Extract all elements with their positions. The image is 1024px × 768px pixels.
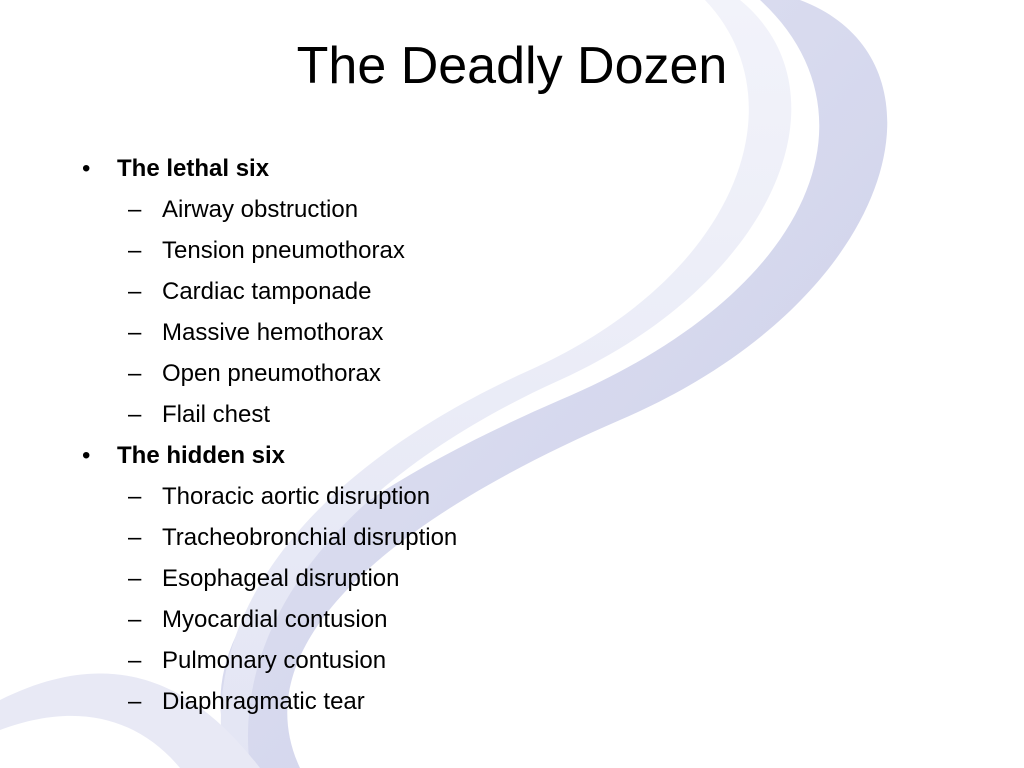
dash-marker: –: [128, 237, 142, 264]
dash-marker: –: [128, 319, 142, 346]
group-heading-text: The hidden six: [117, 442, 286, 469]
slide-title: The Deadly Dozen: [296, 37, 728, 95]
dash-marker: –: [128, 524, 142, 551]
list-item-text: Thoracic aortic disruption: [162, 483, 431, 510]
list-item-text: Diaphragmatic tear: [162, 688, 365, 715]
dash-marker: –: [128, 360, 142, 387]
dash-marker: –: [128, 196, 142, 223]
group-heading-text: The lethal six: [117, 155, 270, 182]
list-item-text: Airway obstruction: [162, 196, 359, 223]
list-item-text: Pulmonary contusion: [162, 647, 387, 674]
list-item-text: Flail chest: [162, 401, 271, 428]
dash-marker: –: [128, 565, 142, 592]
list-item-text: Myocardial contusion: [162, 606, 388, 633]
list-item-text: Tension pneumothorax: [162, 237, 405, 264]
dash-marker: –: [128, 606, 142, 633]
list-item-text: Massive hemothorax: [162, 319, 384, 346]
dash-marker: –: [128, 278, 142, 305]
dash-marker: –: [128, 401, 142, 428]
list-item-text: Esophageal disruption: [162, 565, 400, 592]
dash-marker: –: [128, 647, 142, 674]
list-item-text: Open pneumothorax: [162, 360, 381, 387]
dash-marker: –: [128, 483, 142, 510]
bullet-marker: •: [82, 442, 91, 469]
dash-marker: –: [128, 688, 142, 715]
bullet-marker: •: [82, 155, 91, 182]
list-item-text: Tracheobronchial disruption: [162, 524, 458, 551]
list-item-text: Cardiac tamponade: [162, 278, 372, 305]
